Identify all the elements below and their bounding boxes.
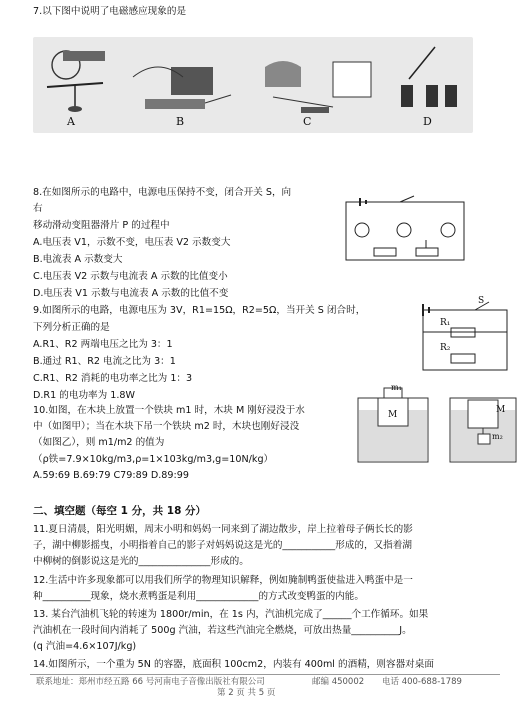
q9-stem-2: 下列分析正确的是: [33, 322, 110, 333]
q10-stem-1: 10.如图，在木块上放置一个铁块 m1 时，木块 M 刚好浸没于水: [33, 405, 305, 416]
q7-figure: [33, 37, 473, 133]
q12-line-1: 12.生活中许多现象都可以用我们所学的物理知识解释，例如腌制鸭蛋使盐进入鸭蛋中是一: [33, 575, 413, 586]
q7-stem: 7.以下图中说明了电磁感应现象的是: [33, 6, 187, 17]
q9-option-c: C.R1、R2 消耗的电功率之比为 1：3: [33, 373, 193, 384]
section-2-heading: 二、填空题（每空 1 分，共 18 分）: [33, 505, 207, 517]
footer-phone: 电话 400-688-1789: [382, 677, 462, 687]
q11-line-3: 中柳树的倒影说这是光的_______________形成的。: [33, 556, 249, 567]
q8-circuit-diagram: [340, 194, 470, 266]
q9-stem-1: 9.如图所示的电路，电源电压为 3V，R1=15Ω，R2=5Ω，当开关 S 闭合时，: [33, 305, 366, 316]
q9-option-a: A.R1、R2 两端电压之比为 3：1: [33, 339, 173, 350]
q10-stem-4: （ρ铁=7.9×10kg/m3,ρ=1×103kg/m3,g=10N/kg）: [33, 454, 274, 465]
footer-postcode: 邮编 450002: [312, 677, 365, 687]
q7-label-d: D: [423, 115, 432, 128]
q9-label-s: S: [478, 296, 485, 306]
footer-page-number: 第 2 页 共 5 页: [217, 688, 276, 698]
q11-line-1: 11.夏日清晨，阳光明媚，周末小明和妈妈一同来到了湖边散步，岸上拉着母子俩长长的影: [33, 524, 413, 535]
q7-label-c: C: [303, 115, 312, 128]
q8-option-b: B.电流表 A 示数变大: [33, 254, 123, 265]
footer-address: 联系地址：郑州市经五路 66 号河南电子音像出版社有限公司: [36, 677, 265, 687]
q9-option-d: D.R1 的电功率为 1.8W: [33, 390, 136, 401]
q8-option-d: D.电压表 V1 示数与电流表 A 示数的比值不变: [33, 288, 229, 299]
q7-label-a: A: [67, 115, 75, 128]
q7-label-b: B: [176, 115, 185, 128]
q9-option-b: B.通过 R1、R2 电流之比为 3：1: [33, 356, 176, 367]
q13-line-3: (q 汽油=4.6×107J/kg): [33, 641, 137, 652]
q10-label-M-yi: M: [496, 405, 506, 415]
q9-label-r2: R₂: [440, 343, 451, 353]
q10-stem-2: 中（如图甲）；当在木块下吊一个铁块 m2 时，木块也刚好浸没: [33, 421, 300, 432]
q8-option-c: C.电压表 V2 示数与电流表 A 示数的比值变小: [33, 271, 228, 282]
q8-stem-2: 右: [33, 203, 43, 214]
q12-line-2: 种__________现象，烧水煮鸭蛋是利用_____________的方式改变鸭蛋的内能。: [33, 591, 364, 602]
q13-line-2: 汽油机在一段时间内消耗了 500g 汽油，若这些汽油完全燃烧，可放出热量__________J。: [33, 625, 412, 636]
q11-line-2: 子，湖中柳影摇曳，小明指着自己的影子对妈妈说这是光的___________形成的，又指着湖: [33, 540, 412, 551]
q13-line-1: 13. 某台汽油机飞轮的转速为 1800r/min，在 1s 内，汽油机完成了______个工作循环。如果: [33, 609, 429, 620]
q10-label-m1: m₁: [391, 383, 402, 392]
q10-label-M-jia: M: [388, 410, 398, 420]
q7-figure-drawing: [33, 37, 473, 133]
q9-circuit-diagram: [415, 298, 515, 376]
q14-line-1: 14.如图所示，一个重为 5N 的容器，底面积 100cm2，内装有 400ml 的酒精，则容器对桌面: [33, 659, 434, 670]
q8-stem-1: 8.在如图所示的电路中，电源电压保持不变，闭合开关 S，向: [33, 187, 292, 198]
q9-label-r1: R₁: [440, 318, 451, 328]
q8-option-a: A.电压表 V1，示数不变，电压表 V2 示数变大: [33, 237, 231, 248]
q10-figure: [354, 384, 520, 464]
q8-stem-3: 移动滑动变阻器滑片 P 的过程中: [33, 220, 170, 231]
q10-stem-3: （如图乙），则 m1/m2 的值为: [33, 437, 165, 448]
q10-label-m2: m₂: [492, 432, 503, 441]
q10-options: A.59:69 B.69:79 C79:89 D.89:99: [33, 470, 189, 481]
